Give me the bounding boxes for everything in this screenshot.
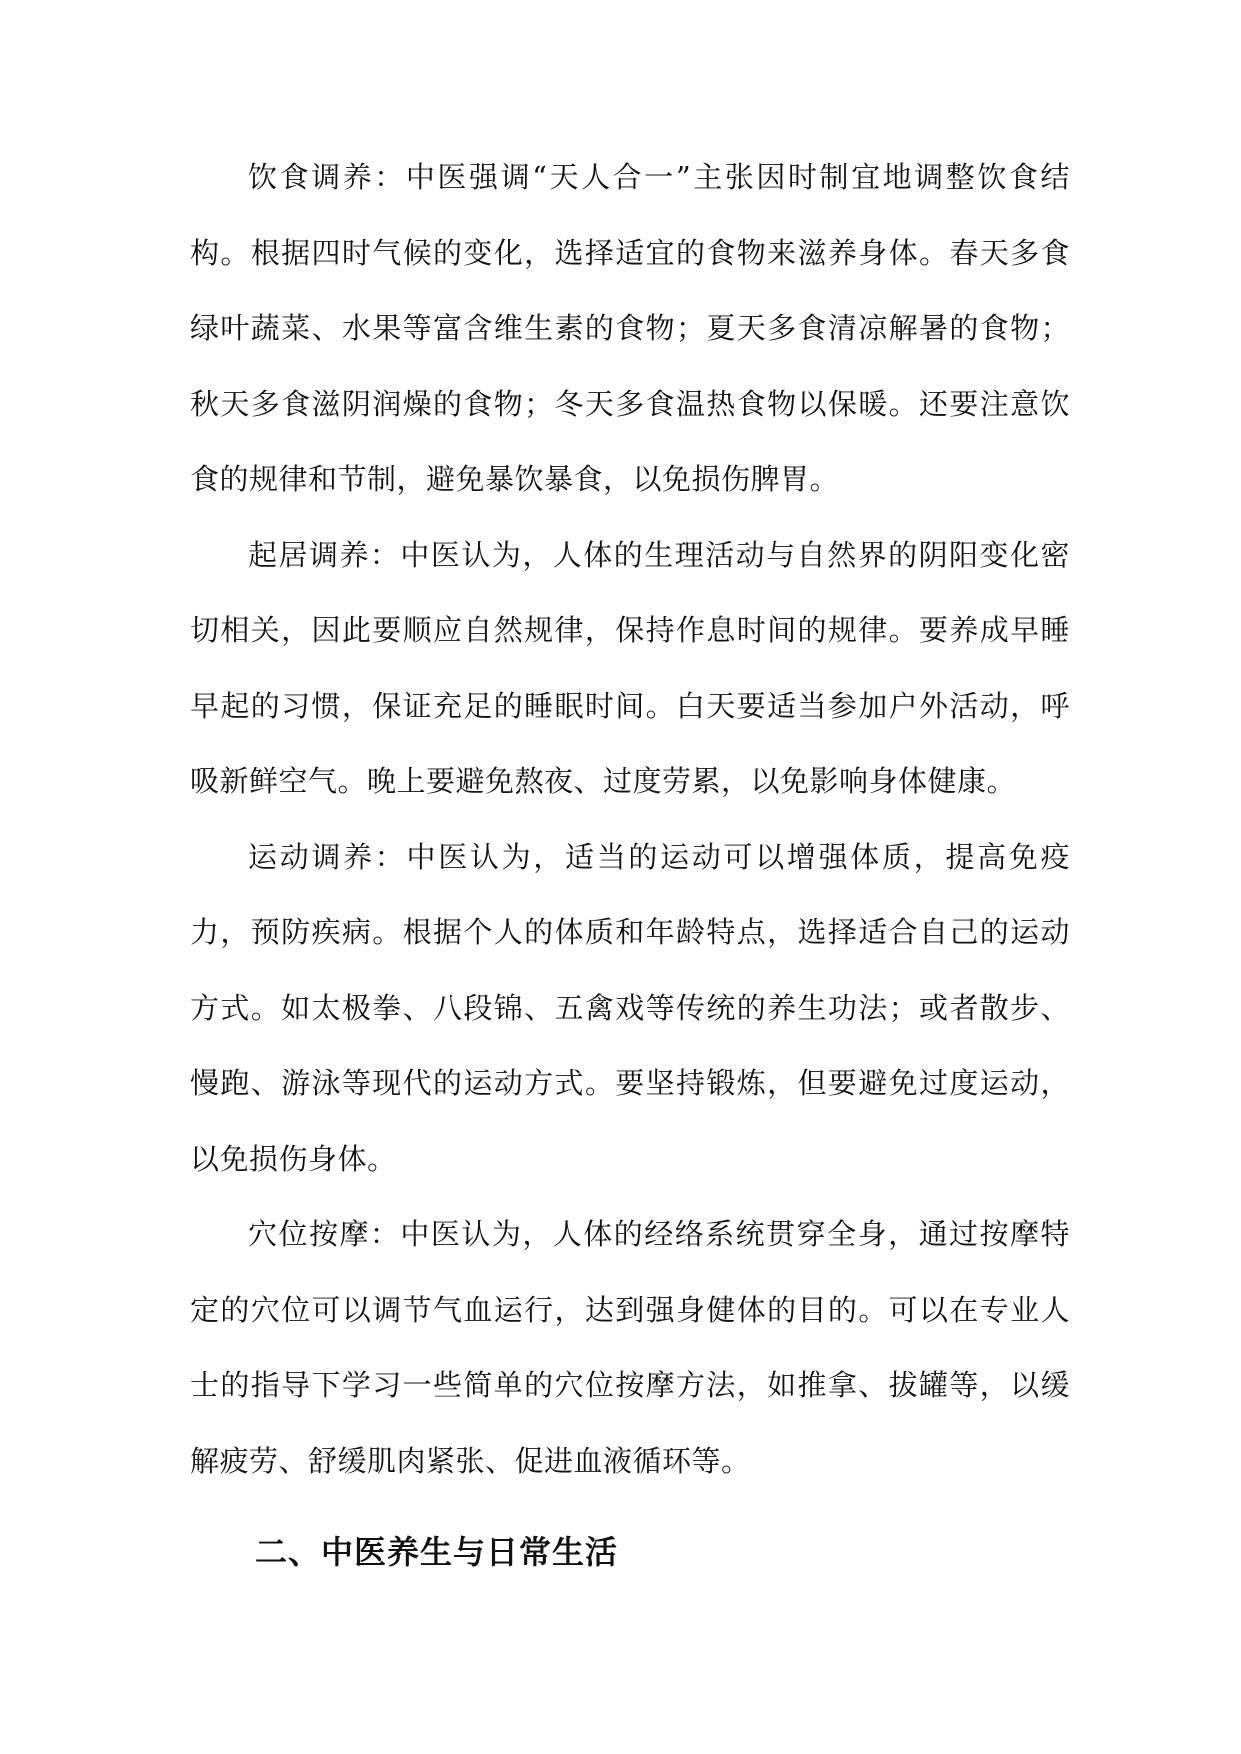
paragraph-diet: 饮食调养：中医强调“天人合一”主张因时制宜地调整饮食结构。根据四时气候的变化，选择适宜的食物来滋养身体。春天多食绿叶蔬菜、水果等富含维生素的食物；夏天多食清凉解暑的食物；秋天多食滋阴润燥的食物；冬天多食温热食物以保暖。还要注意饮食的规律和节制，避免暴饮暴食，以免损伤脾胃。 — [190, 160, 1070, 496]
paragraph-acupoint-massage: 穴位按摩：中医认为，人体的经络系统贯穿全身，通过按摩特定的穴位可以调节气血运行，达到强身健体的目的。可以在专业人士的指导下学习一些简单的穴位按摩方法，如推拿、拔罐等，以缓解疲劳、舒缓肌肉紧张、促进血液循环等。 — [190, 1217, 1070, 1478]
section-heading: 二、中医养生与日常生活 — [255, 1533, 619, 1571]
paragraph-daily-routine: 起居调养：中医认为，人体的生理活动与自然界的阴阳变化密切相关，因此要顺应自然规律，保持作息时间的规律。要养成早睡早起的习惯，保证充足的睡眠时间。白天要适当参加户外活动，呼吸新鲜空气。晚上要避免熬夜、过度劳累，以免影响身体健康。 — [190, 537, 1070, 798]
document-body — [190, 140, 1070, 1499]
paragraph-exercise: 运动调养：中医认为，适当的运动可以增强体质，提高免疫力，预防疾病。根据个人的体质和年龄特点，选择适合自己的运动方式。如太极拳、八段锦、五禽戏等传统的养生功法；或者散步、慢跑、游泳等现代的运动方式。要坚持锻炼，但要避免过度运动，以免损伤身体。 — [190, 839, 1070, 1176]
